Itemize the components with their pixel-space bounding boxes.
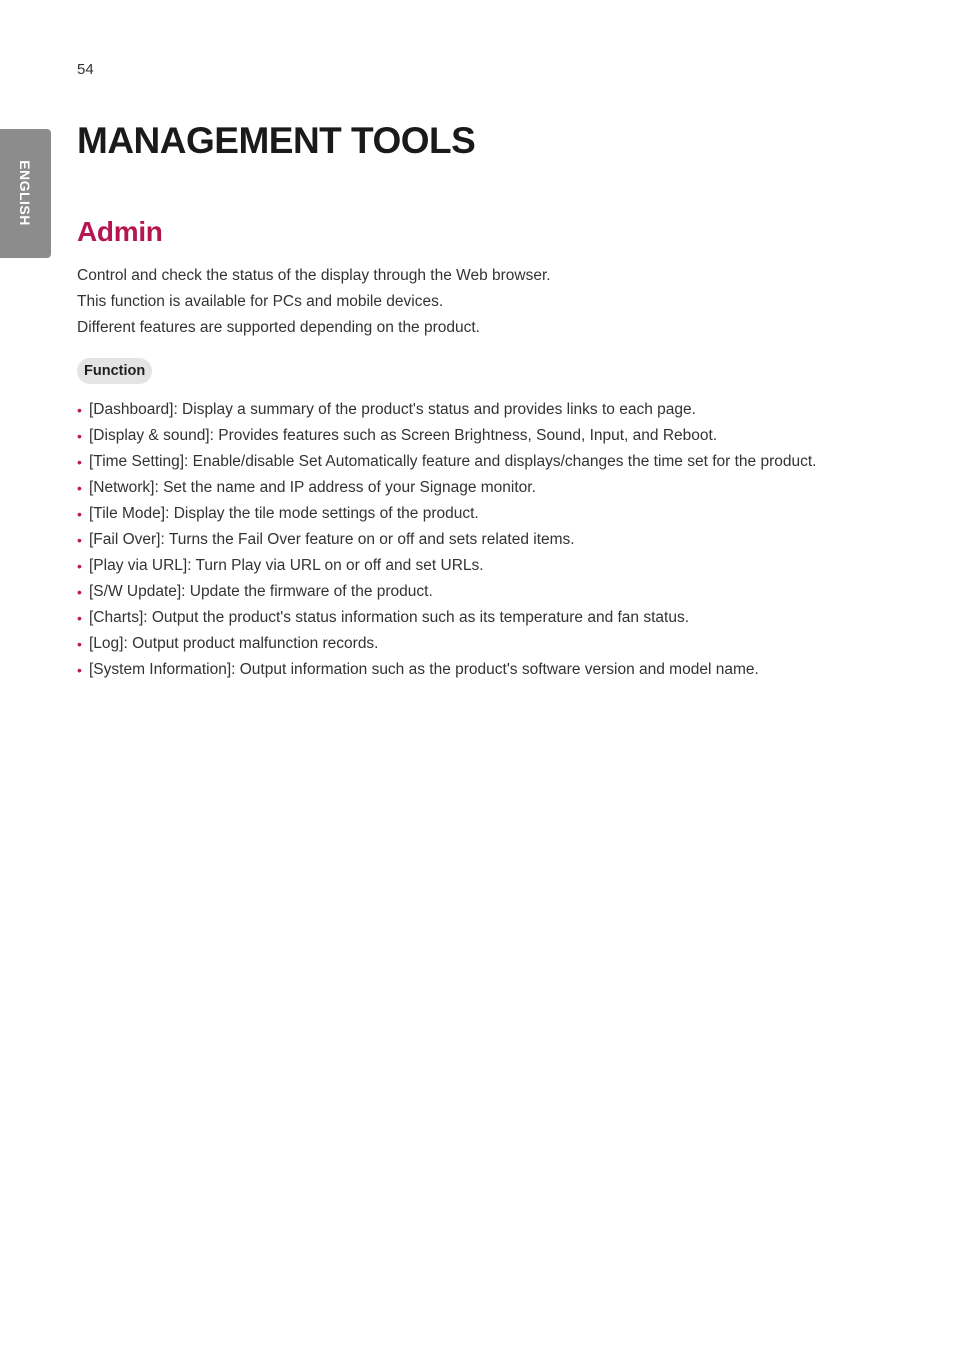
page-number: 54 <box>77 61 94 78</box>
list-item-text: [Time Setting]: Enable/disable Set Automatically feature and displays/changes the time set for the product. <box>89 453 817 470</box>
list-item-text: [Display & sound]: Provides features such as Screen Brightness, Sound, Input, and Reboot. <box>89 427 718 444</box>
list-item <box>77 631 816 657</box>
intro-line: Control and check the status of the display through the Web browser. <box>77 267 551 284</box>
list-item-text: [Fail Over]: Turns the Fail Over feature on or off and sets related items. <box>89 531 575 548</box>
list-item <box>77 475 816 501</box>
bullet-icon: • <box>77 558 82 574</box>
intro-line: Different features are supported depending on the product. <box>77 319 480 336</box>
bullet-icon: • <box>77 480 82 496</box>
list-item <box>77 397 816 423</box>
list-item <box>77 527 816 553</box>
list-item <box>77 501 816 527</box>
list-item <box>77 553 816 579</box>
section-title: Admin <box>77 216 163 247</box>
page-title: MANAGEMENT TOOLS <box>77 120 476 161</box>
function-list <box>77 397 816 683</box>
language-tab-label: ENGLISH <box>17 160 33 226</box>
list-item-text: [Charts]: Output the product's status information such as its temperature and fan status. <box>89 609 690 626</box>
bullet-icon: • <box>77 636 82 652</box>
bullet-icon: • <box>77 584 82 600</box>
bullet-icon: • <box>77 428 82 444</box>
list-item-text: [Network]: Set the name and IP address of your Signage monitor. <box>89 479 536 496</box>
list-item <box>77 449 816 475</box>
list-item <box>77 579 816 605</box>
intro-paragraphs <box>77 263 551 341</box>
intro-line: This function is available for PCs and mobile devices. <box>77 293 444 310</box>
bullet-icon: • <box>77 662 82 678</box>
list-item <box>77 423 816 449</box>
list-item-text: [Dashboard]: Display a summary of the product's status and provides links to each page. <box>89 401 696 418</box>
list-item <box>77 605 816 631</box>
list-item-text: [Log]: Output product malfunction records. <box>89 635 379 652</box>
list-item-text: [Play via URL]: Turn Play via URL on or off and set URLs. <box>89 557 484 574</box>
function-badge: Function <box>77 358 152 384</box>
bullet-icon: • <box>77 402 82 418</box>
bullet-icon: • <box>77 454 82 470</box>
bullet-icon: • <box>77 506 82 522</box>
list-item-text: [System Information]: Output information such as the product's software version and model name. <box>89 661 759 678</box>
list-item-text: [S/W Update]: Update the firmware of the product. <box>89 583 433 600</box>
bullet-icon: • <box>77 532 82 548</box>
bullet-icon: • <box>77 610 82 626</box>
list-item <box>77 657 816 683</box>
list-item-text: [Tile Mode]: Display the tile mode settings of the product. <box>89 505 479 522</box>
